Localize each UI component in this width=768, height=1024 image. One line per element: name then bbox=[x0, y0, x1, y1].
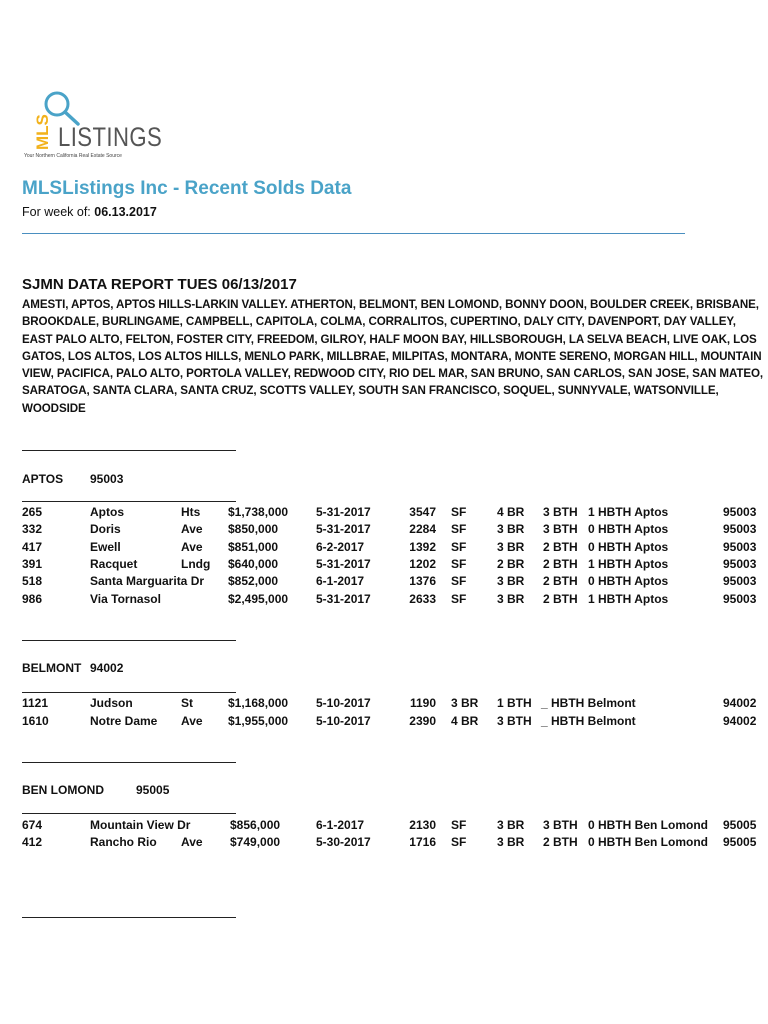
table-row bbox=[0, 835, 768, 852]
week-line bbox=[22, 205, 157, 219]
street-name: Racquet bbox=[90, 557, 138, 571]
square-feet: 2130 bbox=[409, 818, 436, 832]
street-suffix: Ave bbox=[181, 540, 203, 554]
page-title: MLSListings Inc - Recent Solds Data bbox=[22, 178, 352, 199]
bedrooms: 4 BR bbox=[497, 505, 525, 519]
street-number: 518 bbox=[22, 574, 43, 588]
street-name: Santa Marguarita Dr bbox=[90, 574, 205, 588]
sf-unit: SF bbox=[451, 592, 467, 606]
sale-price: $850,000 bbox=[228, 522, 279, 536]
sale-price: $1,168,000 bbox=[228, 696, 289, 710]
sf-unit: SF bbox=[451, 540, 467, 554]
bedrooms: 3 BR bbox=[497, 522, 525, 536]
street-suffix: Ave bbox=[181, 522, 203, 536]
square-feet: 1190 bbox=[409, 696, 436, 710]
bedrooms: 3 BR bbox=[497, 818, 525, 832]
square-feet: 1202 bbox=[409, 557, 436, 571]
sale-date: 6-1-2017 bbox=[316, 818, 365, 832]
street-name: Ewell bbox=[90, 540, 121, 554]
bathrooms: 2 BTH bbox=[543, 557, 578, 571]
half-baths-city: 0 HBTH Aptos bbox=[588, 522, 669, 536]
bathrooms: 3 BTH bbox=[497, 714, 532, 728]
square-feet: 1716 bbox=[409, 835, 436, 849]
section-rule bbox=[22, 501, 236, 502]
square-feet: 1392 bbox=[409, 540, 436, 554]
row-zip: 95005 bbox=[723, 818, 757, 832]
row-zip: 95003 bbox=[723, 505, 757, 519]
sale-date: 5-31-2017 bbox=[316, 592, 371, 606]
week-value: 06.13.2017 bbox=[94, 205, 157, 219]
row-zip: 95003 bbox=[723, 522, 757, 536]
half-baths-city: 1 HBTH Aptos bbox=[588, 592, 669, 606]
street-name: Rancho Rio bbox=[90, 835, 157, 849]
section-rule bbox=[22, 813, 236, 814]
row-zip: 95003 bbox=[723, 540, 757, 554]
street-suffix: St bbox=[181, 696, 193, 710]
table-row bbox=[0, 592, 768, 609]
row-zip: 94002 bbox=[723, 714, 757, 728]
half-baths-city: 1 HBTH Aptos bbox=[588, 557, 669, 571]
sf-unit: SF bbox=[451, 522, 467, 536]
bedrooms: 3 BR bbox=[497, 574, 525, 588]
section-rule bbox=[22, 450, 236, 451]
sale-date: 5-10-2017 bbox=[316, 696, 371, 710]
row-zip: 95003 bbox=[723, 557, 757, 571]
street-name: Doris bbox=[90, 522, 121, 536]
area-name: APTOS bbox=[22, 472, 64, 486]
report-title: SJMN DATA REPORT TUES 06/13/2017 bbox=[22, 276, 297, 293]
sale-date: 5-31-2017 bbox=[316, 522, 371, 536]
area-zip: 94002 bbox=[90, 661, 124, 675]
sale-price: $852,000 bbox=[228, 574, 279, 588]
half-baths-city: 1 HBTH Aptos bbox=[588, 505, 669, 519]
sale-price: $1,955,000 bbox=[228, 714, 289, 728]
half-baths-city: 0 HBTH Aptos bbox=[588, 540, 669, 554]
sf-unit: SF bbox=[451, 505, 467, 519]
street-number: 332 bbox=[22, 522, 43, 536]
street-suffix: Ave bbox=[181, 714, 203, 728]
section-rule bbox=[22, 640, 236, 641]
half-baths-city: _ HBTH Belmont bbox=[541, 714, 636, 728]
bathrooms: 3 BTH bbox=[543, 522, 578, 536]
sale-date: 6-2-2017 bbox=[316, 540, 365, 554]
bathrooms: 2 BTH bbox=[543, 574, 578, 588]
bathrooms: 2 BTH bbox=[543, 592, 578, 606]
bathrooms: 2 BTH bbox=[543, 835, 578, 849]
logo-tagline: Your Northern California Real Estate Source bbox=[24, 153, 122, 159]
bathrooms: 1 BTH bbox=[497, 696, 532, 710]
square-feet: 2390 bbox=[409, 714, 436, 728]
street-number: 1121 bbox=[22, 696, 49, 710]
sale-date: 5-30-2017 bbox=[316, 835, 371, 849]
logo-wordmark: LISTINGS bbox=[58, 122, 163, 152]
sf-unit: SF bbox=[451, 835, 467, 849]
square-feet: 3547 bbox=[409, 505, 436, 519]
sf-unit: SF bbox=[451, 818, 467, 832]
bedrooms: 4 BR bbox=[451, 714, 479, 728]
logo-mark-text: MLS bbox=[33, 114, 52, 150]
bedrooms: 2 BR bbox=[497, 557, 525, 571]
table-row bbox=[0, 505, 768, 522]
street-name: Judson bbox=[90, 696, 133, 710]
street-number: 265 bbox=[22, 505, 43, 519]
street-number: 674 bbox=[22, 818, 43, 832]
half-baths-city: 0 HBTH Ben Lomond bbox=[588, 835, 708, 849]
section-rule bbox=[22, 692, 236, 693]
bathrooms: 2 BTH bbox=[543, 540, 578, 554]
bedrooms: 3 BR bbox=[497, 540, 525, 554]
header-divider bbox=[22, 233, 685, 234]
street-suffix: Ave bbox=[181, 835, 203, 849]
half-baths-city: _ HBTH Belmont bbox=[541, 696, 636, 710]
row-zip: 95005 bbox=[723, 835, 757, 849]
week-label: For week of: bbox=[22, 205, 91, 219]
row-zip: 94002 bbox=[723, 696, 757, 710]
row-zip: 95003 bbox=[723, 574, 757, 588]
sale-date: 6-1-2017 bbox=[316, 574, 365, 588]
table-row bbox=[0, 557, 768, 574]
table-row bbox=[0, 696, 768, 713]
sale-date: 5-31-2017 bbox=[316, 557, 371, 571]
square-feet: 2284 bbox=[409, 522, 436, 536]
half-baths-city: 0 HBTH Aptos bbox=[588, 574, 669, 588]
sale-price: $640,000 bbox=[228, 557, 279, 571]
street-name: Mountain View Dr bbox=[90, 818, 191, 832]
area-zip: 95003 bbox=[90, 472, 124, 486]
row-zip: 95003 bbox=[723, 592, 757, 606]
sale-date: 5-10-2017 bbox=[316, 714, 371, 728]
sale-price: $851,000 bbox=[228, 540, 279, 554]
table-row bbox=[0, 714, 768, 731]
sale-price: $1,738,000 bbox=[228, 505, 289, 519]
area-zip: 95005 bbox=[136, 783, 170, 797]
street-name: Via Tornasol bbox=[90, 592, 161, 606]
bedrooms: 3 BR bbox=[497, 835, 525, 849]
street-number: 391 bbox=[22, 557, 43, 571]
square-feet: 2633 bbox=[409, 592, 436, 606]
square-feet: 1376 bbox=[409, 574, 436, 588]
sale-price: $749,000 bbox=[230, 835, 281, 849]
street-name: Aptos bbox=[90, 505, 124, 519]
bathrooms: 3 BTH bbox=[543, 505, 578, 519]
mlslistings-logo bbox=[24, 92, 164, 162]
street-number: 1610 bbox=[22, 714, 49, 728]
sf-unit: SF bbox=[451, 557, 467, 571]
sale-price: $2,495,000 bbox=[228, 592, 289, 606]
area-name: BELMONT bbox=[22, 661, 82, 675]
section-rule bbox=[22, 917, 236, 918]
city-list: AMESTI, APTOS, APTOS HILLS-LARKIN VALLEY. ATHERTON, BELMONT, BEN LOMOND, BONNY DOON, BOULDER CREEK, BRISBANE, BROOKDALE, BURLINGAME, CAMPBELL, CAPITOLA, COLMA, CORRALITOS, CUPERTINO, DALY CITY, DAVENPORT, DAY VALLEY, EAST PALO ALTO, FELTON, FOSTER CITY, FREEDOM, GILROY, HALF MOON BAY, HILLSBOROUGH, LA SELVA BEACH, LIVE OAK, LOS GATOS, LOS ALTOS, LOS ALTOS HILLS, MENLO PARK, MILLBRAE, MILPITAS, MONTARA, MONTE SERENO, MORGAN HILL, MOUNTAIN VIEW, PACIFICA, PALO ALTO, PORTOLA VALLEY, REDWOOD CITY, RIO DEL MAR, SAN BRUNO, SAN CARLOS, SAN JOSE, SAN MATEO, SARATOGA, SANTA CLARA, SANTA CRUZ, SCOTTS VALLEY, SOUTH SAN FRANCISCO, SOQUEL, SUNNYVALE, WATSONVILLE, WOODSIDE bbox=[22, 298, 764, 415]
sale-date: 5-31-2017 bbox=[316, 505, 371, 519]
sf-unit: SF bbox=[451, 574, 467, 588]
street-number: 417 bbox=[22, 540, 43, 554]
bedrooms: 3 BR bbox=[497, 592, 525, 606]
table-row bbox=[0, 522, 768, 539]
table-row bbox=[0, 540, 768, 557]
street-number: 412 bbox=[22, 835, 43, 849]
street-suffix: Lndg bbox=[181, 557, 211, 571]
sale-price: $856,000 bbox=[230, 818, 281, 832]
bedrooms: 3 BR bbox=[451, 696, 479, 710]
half-baths-city: 0 HBTH Ben Lomond bbox=[588, 818, 708, 832]
bathrooms: 3 BTH bbox=[543, 818, 578, 832]
table-row bbox=[0, 574, 768, 591]
area-name: BEN LOMOND bbox=[22, 783, 104, 797]
street-name: Notre Dame bbox=[90, 714, 158, 728]
street-number: 986 bbox=[22, 592, 43, 606]
section-rule bbox=[22, 762, 236, 763]
table-row bbox=[0, 818, 768, 835]
street-suffix: Hts bbox=[181, 505, 201, 519]
